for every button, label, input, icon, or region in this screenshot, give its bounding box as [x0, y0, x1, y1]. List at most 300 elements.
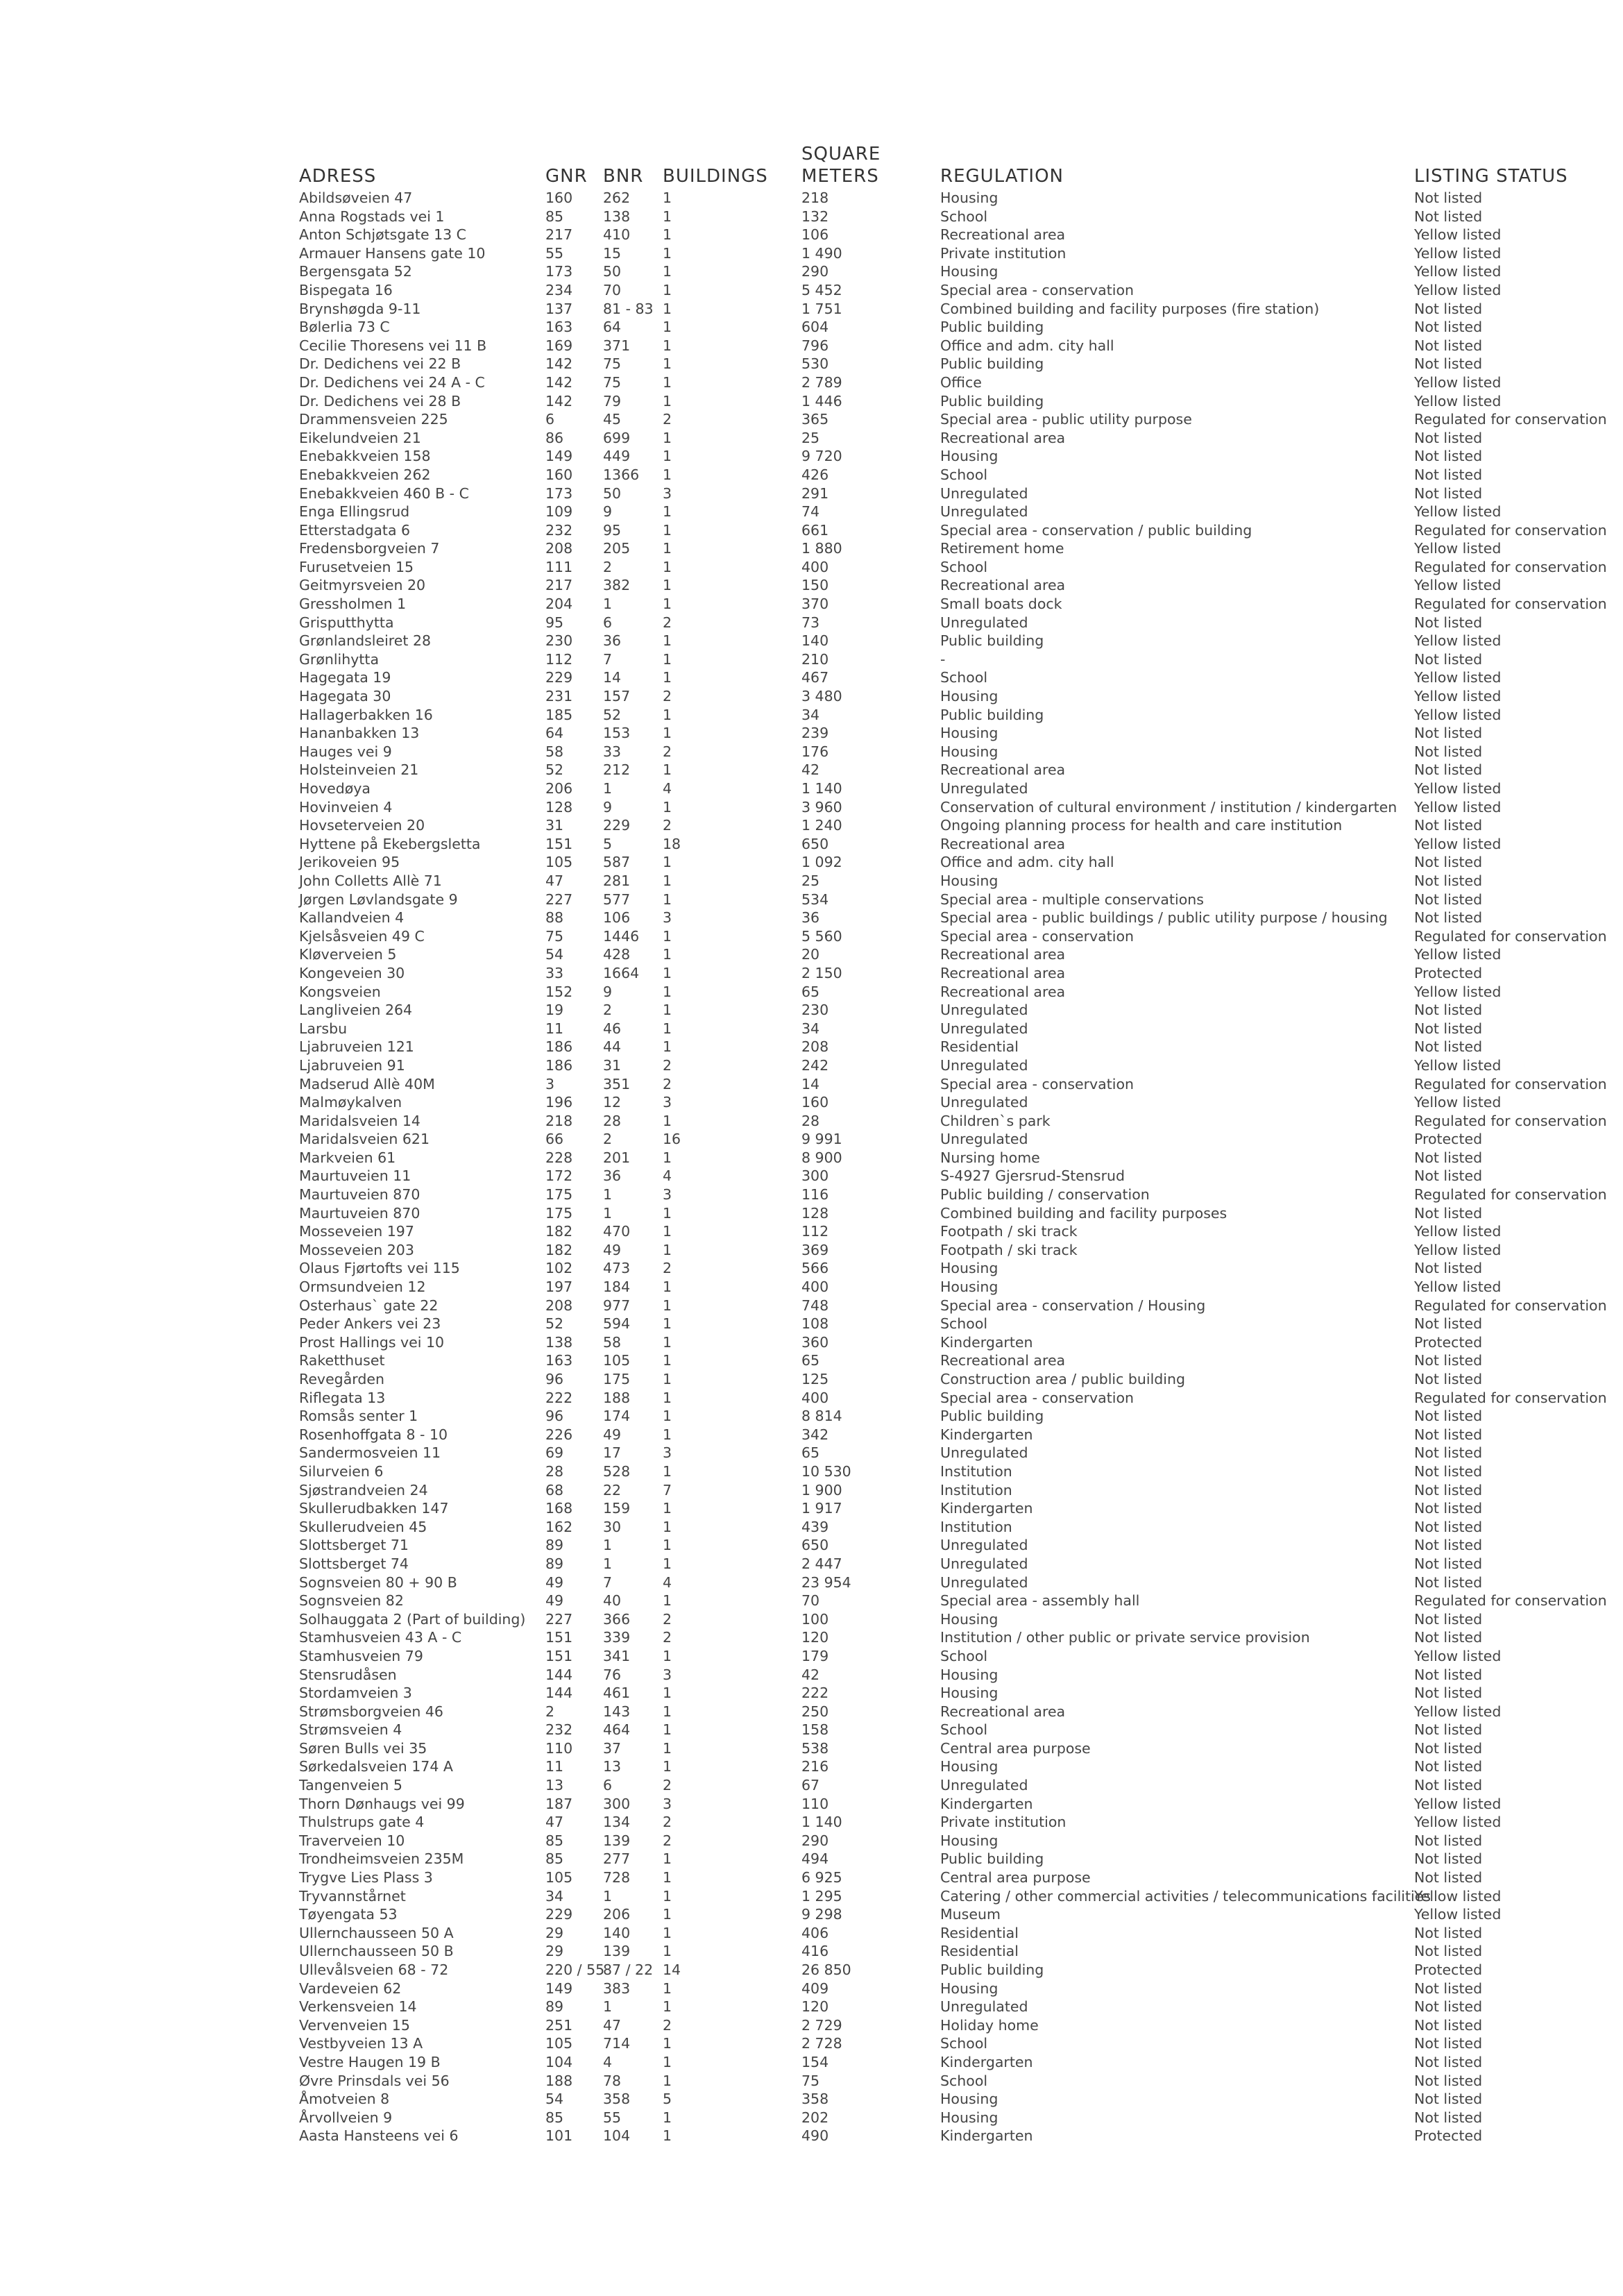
table-row — [299, 1407, 1604, 1426]
listing-status-cell: Yellow listed — [1414, 780, 1502, 797]
square-meters-cell: 796 — [801, 337, 829, 354]
gnr-cell: 66 — [545, 1131, 564, 1148]
buildings-cell: 1 — [663, 1241, 672, 1258]
square-meters-cell: 125 — [801, 1371, 829, 1387]
listing-status-cell: Not listed — [1414, 1038, 1483, 1056]
bnr-cell: 728 — [603, 1869, 631, 1886]
address-cell: Mosseveien 203 — [299, 1241, 414, 1258]
square-meters-cell: 25 — [801, 429, 820, 446]
regulation-cell: Special area - conservation — [940, 1389, 1135, 1406]
table-row — [299, 1222, 1604, 1241]
square-meters-cell: 250 — [801, 1703, 829, 1720]
listing-status-cell: Not listed — [1414, 1352, 1483, 1369]
square-meters-cell: 210 — [801, 650, 829, 668]
bnr-cell: 1 — [603, 1555, 613, 1572]
bnr-cell: 13 — [603, 1758, 622, 1775]
bnr-cell: 14 — [603, 669, 622, 686]
listing-status-cell: Regulated for conservation — [1414, 927, 1607, 945]
listing-status-cell: Not listed — [1414, 1518, 1483, 1535]
regulation-cell: Housing — [940, 1278, 999, 1296]
buildings-cell: 1 — [663, 466, 672, 483]
regulation-cell: School — [940, 558, 988, 575]
gnr-cell: 33 — [545, 964, 564, 981]
gnr-cell: 172 — [545, 1167, 573, 1185]
address-cell: Dr. Dedichens vei 24 A - C — [299, 373, 485, 391]
table-row — [299, 1647, 1604, 1666]
regulation-cell: Office and adm. city hall — [940, 337, 1114, 354]
table-row — [299, 281, 1604, 300]
listing-status-cell: Yellow listed — [1414, 946, 1502, 963]
address-cell: Drammensveien 225 — [299, 411, 448, 428]
buildings-cell: 18 — [663, 835, 681, 852]
bnr-cell: 206 — [603, 1906, 631, 1923]
address-cell: Sandermosveien 11 — [299, 1444, 441, 1462]
listing-status-cell: Not listed — [1414, 1758, 1483, 1775]
listing-status-cell: Not listed — [1414, 1943, 1483, 1960]
bnr-cell: 300 — [603, 1795, 631, 1812]
square-meters-cell: 112 — [801, 1223, 829, 1240]
address-cell: Solhauggata 2 (Part of building) — [299, 1610, 526, 1628]
square-meters-cell: 290 — [801, 263, 829, 280]
buildings-cell: 1 — [663, 1149, 672, 1166]
table-row — [299, 1555, 1604, 1573]
listing-status-cell: Protected — [1414, 2127, 1483, 2145]
buildings-cell: 1 — [663, 540, 672, 557]
gnr-cell: 28 — [545, 1462, 564, 1480]
buildings-cell: 1 — [663, 1500, 672, 1517]
bnr-cell: 1 — [603, 1537, 613, 1554]
regulation-cell: Housing — [940, 872, 999, 889]
listing-status-cell: Yellow listed — [1414, 1887, 1502, 1905]
buildings-cell: 1 — [663, 1943, 672, 1960]
buildings-cell: 1 — [663, 1555, 672, 1572]
address-cell: Markveien 61 — [299, 1149, 396, 1166]
regulation-cell: Unregulated — [940, 503, 1028, 521]
bnr-cell: 52 — [603, 706, 622, 723]
table-row — [299, 1850, 1604, 1868]
header-meters-label: METERS — [801, 166, 879, 187]
square-meters-cell: 70 — [801, 1592, 820, 1610]
square-meters-cell: 9 298 — [801, 1906, 842, 1923]
bnr-cell: 2 — [603, 1131, 613, 1148]
listing-status-cell: Not listed — [1414, 1537, 1483, 1554]
listing-status-cell: Not listed — [1414, 448, 1483, 465]
address-cell: Hagegata 30 — [299, 688, 391, 705]
bnr-cell: 594 — [603, 1315, 631, 1333]
bnr-cell: 461 — [603, 1685, 631, 1702]
square-meters-cell: 370 — [801, 596, 829, 613]
gnr-cell: 69 — [545, 1444, 564, 1462]
gnr-cell: 227 — [545, 1610, 573, 1628]
buildings-cell: 3 — [663, 909, 672, 927]
address-cell: Madserud Allè 40M — [299, 1075, 435, 1092]
column-header-square-meters — [801, 132, 912, 187]
square-meters-cell: 150 — [801, 577, 829, 594]
gnr-cell: 232 — [545, 1721, 573, 1739]
address-cell: Tøyengata 53 — [299, 1906, 398, 1923]
listing-status-cell: Not listed — [1414, 817, 1483, 834]
regulation-cell: Housing — [940, 1666, 999, 1683]
buildings-cell: 2 — [663, 411, 672, 428]
address-cell: Skullerudbakken 147 — [299, 1500, 449, 1517]
regulation-cell: - — [940, 650, 946, 668]
table-row — [299, 355, 1604, 373]
gnr-cell: 197 — [545, 1278, 573, 1296]
regulation-cell: Recreational area — [940, 1703, 1066, 1720]
address-cell: Søren Bulls vei 35 — [299, 1739, 427, 1757]
listing-status-cell: Yellow listed — [1414, 688, 1502, 705]
buildings-cell: 1 — [663, 761, 672, 779]
gnr-cell: 228 — [545, 1149, 573, 1166]
table-row — [299, 447, 1604, 466]
listing-status-cell: Not listed — [1414, 1998, 1483, 2016]
table-row — [299, 1739, 1604, 1758]
gnr-cell: 208 — [545, 540, 573, 557]
gnr-cell: 112 — [545, 650, 573, 668]
square-meters-cell: 360 — [801, 1333, 829, 1351]
bnr-cell: 977 — [603, 1297, 631, 1314]
regulation-cell: Housing — [940, 725, 999, 742]
address-cell: Thulstrups gate 4 — [299, 1814, 425, 1831]
buildings-cell: 1 — [663, 300, 672, 317]
regulation-cell: Unregulated — [940, 1777, 1028, 1794]
regulation-cell: Footpath / ski track — [940, 1223, 1078, 1240]
gnr-cell: 110 — [545, 1739, 573, 1757]
address-cell: Rosenhoffgata 8 - 10 — [299, 1426, 448, 1443]
listing-status-cell: Not listed — [1414, 466, 1483, 483]
listing-status-cell: Yellow listed — [1414, 706, 1502, 723]
address-cell: Jerikoveien 95 — [299, 854, 400, 871]
regulation-cell: Special area - multiple conservations — [940, 890, 1204, 908]
address-cell: Hovedøya — [299, 780, 371, 797]
gnr-cell: 105 — [545, 854, 573, 871]
address-cell: Bispegata 16 — [299, 281, 393, 298]
square-meters-cell: 1 240 — [801, 817, 842, 834]
header-buildings-label: BUILDINGS — [663, 166, 768, 187]
square-meters-cell: 222 — [801, 1685, 829, 1702]
buildings-cell: 16 — [663, 1131, 681, 1148]
buildings-cell: 1 — [663, 2053, 672, 2070]
gnr-cell: 85 — [545, 2109, 564, 2126]
regulation-cell: Unregulated — [940, 1094, 1028, 1111]
table-body — [299, 189, 1607, 2145]
table-row — [299, 1278, 1604, 1297]
bnr-cell: 40 — [603, 1592, 622, 1610]
bnr-cell: 262 — [603, 189, 631, 206]
gnr-cell: 111 — [545, 558, 573, 575]
buildings-cell: 1 — [663, 1371, 672, 1387]
regulation-cell: Housing — [940, 2109, 999, 2126]
regulation-cell: Kindergarten — [940, 1333, 1033, 1351]
address-cell: Jørgen Løvlandsgate 9 — [299, 890, 458, 908]
address-cell: Maurtuveien 870 — [299, 1186, 420, 1204]
regulation-cell: Public building — [940, 632, 1044, 650]
buildings-cell: 1 — [663, 798, 672, 816]
square-meters-cell: 42 — [801, 1666, 820, 1683]
bnr-cell: 1664 — [603, 964, 640, 981]
regulation-cell: Kindergarten — [940, 2053, 1033, 2070]
buildings-cell: 1 — [663, 632, 672, 650]
listing-status-cell: Not listed — [1414, 1629, 1483, 1646]
table-row — [299, 1130, 1604, 1149]
square-meters-cell: 65 — [801, 1352, 820, 1369]
square-meters-cell: 242 — [801, 1056, 829, 1074]
square-meters-cell: 439 — [801, 1518, 829, 1535]
gnr-cell: 144 — [545, 1666, 573, 1683]
buildings-cell: 1 — [663, 725, 672, 742]
listing-status-cell: Yellow listed — [1414, 577, 1502, 594]
table-row — [299, 1241, 1604, 1260]
bnr-cell: 139 — [603, 1943, 631, 1960]
regulation-cell: Children`s park — [940, 1112, 1051, 1129]
table-row — [299, 1315, 1604, 1333]
gnr-cell: 89 — [545, 1998, 564, 2016]
square-meters-cell: 2 728 — [801, 2035, 842, 2052]
table-row — [299, 484, 1604, 503]
address-cell: Hyttene på Ekebergsletta — [299, 835, 481, 852]
table-row — [299, 410, 1607, 429]
bnr-cell: 184 — [603, 1278, 631, 1296]
gnr-cell: 187 — [545, 1795, 573, 1812]
gnr-cell: 109 — [545, 503, 573, 521]
address-cell: Vestbyveien 13 A — [299, 2035, 423, 2052]
buildings-cell: 2 — [663, 1777, 672, 1794]
address-cell: Ullernchausseen 50 A — [299, 1924, 454, 1941]
square-meters-cell: 604 — [801, 319, 829, 336]
gnr-cell: 206 — [545, 780, 573, 797]
square-meters-cell: 5 452 — [801, 281, 842, 298]
gnr-cell: 54 — [545, 946, 564, 963]
square-meters-cell: 65 — [801, 1444, 820, 1462]
address-cell: Fredensborgveien 7 — [299, 540, 440, 557]
square-meters-cell: 100 — [801, 1610, 829, 1628]
bnr-cell: 473 — [603, 1260, 631, 1277]
buildings-cell: 7 — [663, 1481, 672, 1499]
listing-status-cell: Yellow listed — [1414, 1241, 1502, 1258]
address-cell: Sognsveien 82 — [299, 1592, 404, 1610]
address-cell: Ljabruveien 91 — [299, 1056, 405, 1074]
regulation-cell: Unregulated — [940, 1020, 1028, 1037]
square-meters-cell: 239 — [801, 725, 829, 742]
buildings-cell: 1 — [663, 1352, 672, 1369]
bnr-cell: 78 — [603, 2072, 622, 2089]
buildings-cell: 1 — [663, 964, 672, 981]
listing-status-cell: Regulated for conservation — [1414, 1075, 1607, 1092]
buildings-cell: 1 — [663, 1721, 672, 1739]
listing-status-cell: Not listed — [1414, 1002, 1483, 1019]
square-meters-cell: 369 — [801, 1241, 829, 1258]
buildings-cell: 1 — [663, 355, 672, 373]
square-meters-cell: 132 — [801, 208, 829, 225]
table-row — [299, 1961, 1604, 1980]
table-row — [299, 1499, 1604, 1518]
buildings-cell: 1 — [663, 706, 672, 723]
listing-status-cell: Regulated for conservation — [1414, 411, 1607, 428]
square-meters-cell: 467 — [801, 669, 829, 686]
bnr-cell: 9 — [603, 503, 613, 521]
address-cell: Armauer Hansens gate 10 — [299, 244, 486, 262]
address-cell: Furusetveien 15 — [299, 558, 414, 575]
address-cell: Årvollveien 9 — [299, 2109, 393, 2126]
address-cell: Hananbakken 13 — [299, 725, 420, 742]
buildings-cell: 3 — [663, 484, 672, 502]
gnr-cell: 163 — [545, 319, 573, 336]
square-meters-cell: 650 — [801, 1537, 829, 1554]
bnr-cell: 410 — [603, 226, 631, 244]
table-row — [299, 300, 1604, 319]
gnr-cell: 173 — [545, 263, 573, 280]
buildings-cell: 1 — [663, 1223, 672, 1240]
bnr-cell: 383 — [603, 1980, 631, 1997]
regulation-cell: Housing — [940, 263, 999, 280]
gnr-cell: 208 — [545, 1297, 573, 1314]
buildings-cell: 1 — [663, 263, 672, 280]
gnr-cell: 88 — [545, 909, 564, 927]
bnr-cell: 6 — [603, 614, 613, 631]
regulation-cell: Special area - conservation — [940, 281, 1135, 298]
square-meters-cell: 10 530 — [801, 1462, 851, 1480]
bnr-cell: 28 — [603, 1112, 622, 1129]
buildings-cell: 1 — [663, 854, 672, 871]
gnr-cell: 220 / 55 — [545, 1961, 605, 1978]
bnr-cell: 371 — [603, 337, 631, 354]
address-cell: Hagegata 19 — [299, 669, 391, 686]
regulation-cell: Recreational area — [940, 835, 1066, 852]
listing-status-cell: Yellow listed — [1414, 1056, 1502, 1074]
gnr-cell: 47 — [545, 872, 564, 889]
regulation-cell: Residential — [940, 1924, 1019, 1941]
table-row — [299, 576, 1604, 595]
regulation-cell: Recreational area — [940, 964, 1066, 981]
buildings-cell: 1 — [663, 1998, 672, 2016]
table-row — [299, 1389, 1607, 1408]
listing-status-cell: Yellow listed — [1414, 263, 1502, 280]
address-cell: Etterstadgata 6 — [299, 521, 411, 539]
gnr-cell: 89 — [545, 1537, 564, 1554]
bnr-cell: 44 — [603, 1038, 622, 1056]
gnr-cell: 85 — [545, 1832, 564, 1849]
listing-status-cell: Regulated for conservation — [1414, 1112, 1607, 1129]
bnr-cell: 143 — [603, 1703, 631, 1720]
table-row — [299, 1795, 1604, 1814]
bnr-cell: 341 — [603, 1647, 631, 1664]
regulation-cell: Recreational area — [940, 429, 1066, 446]
regulation-cell: Unregulated — [940, 1002, 1028, 1019]
square-meters-cell: 25 — [801, 872, 820, 889]
listing-status-cell: Protected — [1414, 1333, 1483, 1351]
listing-status-cell: Regulated for conservation — [1414, 1186, 1607, 1204]
square-meters-cell: 1 092 — [801, 854, 842, 871]
gnr-cell: 173 — [545, 484, 573, 502]
regulation-cell: Kindergarten — [940, 2127, 1033, 2145]
table-row — [299, 1592, 1607, 1610]
square-meters-cell: 291 — [801, 484, 829, 502]
listing-status-cell: Not listed — [1414, 1260, 1483, 1277]
address-cell: Åmotveien 8 — [299, 2091, 390, 2108]
gnr-cell: 64 — [545, 725, 564, 742]
listing-status-cell: Not listed — [1414, 337, 1483, 354]
listing-status-cell: Not listed — [1414, 1980, 1483, 1997]
regulation-cell: Retirement home — [940, 540, 1064, 557]
listing-status-cell: Not listed — [1414, 2072, 1483, 2089]
bnr-cell: 175 — [603, 1371, 631, 1387]
regulation-cell: Public building — [940, 1408, 1044, 1425]
table-row — [299, 2034, 1604, 2053]
buildings-cell: 1 — [663, 890, 672, 908]
regulation-cell: Public building — [940, 355, 1044, 373]
table-row — [299, 1684, 1604, 1703]
table-row — [299, 983, 1604, 1002]
header-square-label: SQUARE — [801, 144, 881, 164]
listing-status-cell: Not listed — [1414, 2053, 1483, 2070]
regulation-cell: Unregulated — [940, 780, 1028, 797]
regulation-cell: Kindergarten — [940, 1795, 1033, 1812]
square-meters-cell: 2 150 — [801, 964, 842, 981]
buildings-cell: 1 — [663, 1537, 672, 1554]
listing-status-cell: Not listed — [1414, 2091, 1483, 2108]
square-meters-cell: 8 814 — [801, 1408, 842, 1425]
bnr-cell: 70 — [603, 281, 622, 298]
address-cell: Anton Schjøtsgate 13 C — [299, 226, 466, 244]
regulation-cell: Unregulated — [940, 484, 1028, 502]
regulation-cell: Recreational area — [940, 1352, 1066, 1369]
address-cell: Verkensveien 14 — [299, 1998, 417, 2016]
table-row — [299, 2109, 1604, 2127]
table-row — [299, 1149, 1604, 1167]
square-meters-cell: 26 850 — [801, 1961, 851, 1978]
address-cell: Slottsberget 71 — [299, 1537, 409, 1554]
address-cell: Riflegata 13 — [299, 1389, 386, 1406]
regulation-cell: Private institution — [940, 244, 1067, 262]
buildings-cell: 1 — [663, 1297, 672, 1314]
address-cell: Brynshøgda 9-11 — [299, 300, 421, 317]
table-row — [299, 1056, 1604, 1075]
square-meters-cell: 160 — [801, 1094, 829, 1111]
regulation-cell: Museum — [940, 1906, 1001, 1923]
square-meters-cell: 110 — [801, 1795, 829, 1812]
square-meters-cell: 650 — [801, 835, 829, 852]
table-row — [299, 761, 1604, 779]
gnr-cell: 142 — [545, 373, 573, 391]
bnr-cell: 205 — [603, 540, 631, 557]
square-meters-cell: 108 — [801, 1315, 829, 1333]
listing-status-cell: Not listed — [1414, 1500, 1483, 1517]
table-row — [299, 1703, 1604, 1721]
buildings-cell: 1 — [663, 208, 672, 225]
address-cell: Slottsberget 74 — [299, 1555, 409, 1572]
address-cell: Trygve Lies Plass 3 — [299, 1869, 433, 1886]
square-meters-cell: 365 — [801, 411, 829, 428]
regulation-cell: Public building — [940, 319, 1044, 336]
buildings-cell: 1 — [663, 1408, 672, 1425]
table-row — [299, 1038, 1604, 1056]
bnr-cell: 7 — [603, 1573, 613, 1591]
square-meters-cell: 1 140 — [801, 1814, 842, 1831]
listing-status-cell: Yellow listed — [1414, 669, 1502, 686]
address-cell: Strømsveien 4 — [299, 1721, 402, 1739]
bnr-cell: 587 — [603, 854, 631, 871]
table-row — [299, 1573, 1604, 1592]
address-cell: Ljabruveien 121 — [299, 1038, 414, 1056]
address-cell: Maridalsveien 621 — [299, 1131, 430, 1148]
listing-status-cell: Not listed — [1414, 1610, 1483, 1628]
listing-status-cell: Not listed — [1414, 484, 1483, 502]
bnr-cell: 449 — [603, 448, 631, 465]
table-row — [299, 503, 1604, 521]
buildings-cell: 14 — [663, 1961, 681, 1978]
table-row — [299, 909, 1604, 927]
gnr-cell: 168 — [545, 1500, 573, 1517]
